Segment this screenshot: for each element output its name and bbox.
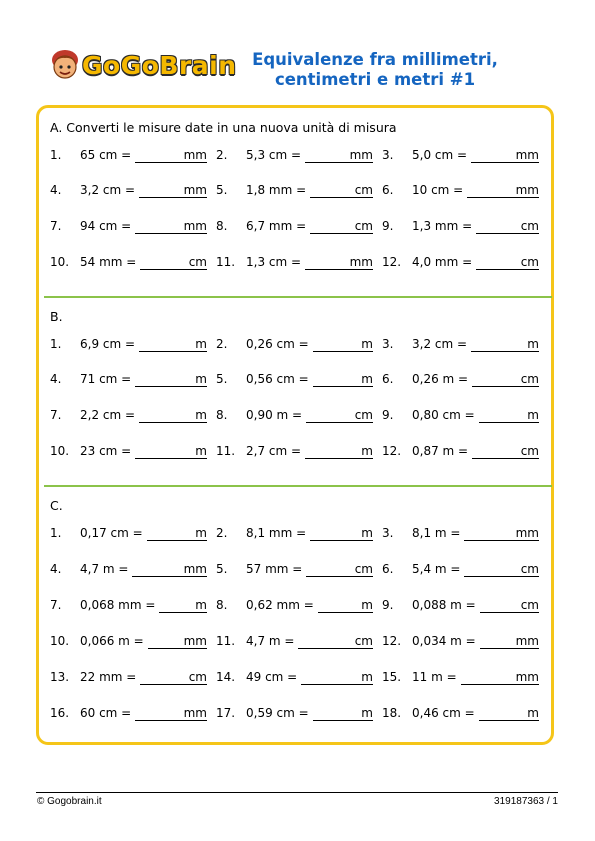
exercise-item [216,598,373,618]
item-expression: 0,034 m = [412,634,476,648]
answer-line[interactable] [298,648,373,649]
answer-line[interactable] [305,269,373,270]
kid-mascot-icon [50,48,80,82]
item-number: 3. [382,337,394,351]
exercise-item [382,634,539,654]
item-expression: 0,56 cm = [246,372,309,386]
item-expression: 1,3 cm = [246,255,302,269]
item-expression: 8,1 m = [412,526,461,540]
item-unit: mm [515,148,539,162]
exercise-item [216,444,373,464]
item-number: 14. [216,670,236,684]
answer-line[interactable] [310,540,373,541]
item-unit: cm [520,598,539,612]
item-unit: cm [188,670,207,684]
answer-line[interactable] [139,197,207,198]
item-expression: 1,8 mm = [246,183,307,197]
item-number: 10. [50,255,70,269]
exercise-item [50,562,207,582]
footer-page-id: 319187363 / 1 [494,796,558,807]
exercise-item [50,372,207,392]
item-unit: m [361,526,373,540]
item-number: 12. [382,444,402,458]
item-unit: m [361,337,373,351]
exercise-item [382,219,539,239]
item-unit: mm [183,219,207,233]
item-expression: 5,4 m = [412,562,461,576]
answer-line[interactable] [148,648,207,649]
item-number: 2. [216,337,228,351]
item-number: 8. [216,408,228,422]
item-number: 5. [216,372,228,386]
item-unit: m [527,706,539,720]
item-expression: 10 cm = [412,183,464,197]
logo-wordmark: GoGoBrain [82,50,237,80]
item-expression: 0,066 m = [80,634,144,648]
item-number: 1. [50,148,62,162]
title-line-2: centimetri e metri #1 [274,70,476,89]
answer-line[interactable] [140,269,207,270]
item-expression: 5,3 cm = [246,148,302,162]
answer-line[interactable] [310,197,373,198]
answer-line[interactable] [140,684,207,685]
exercise-item [50,183,207,203]
item-expression: 8,1 mm = [246,526,307,540]
exercise-item [382,148,539,168]
exercise-item [216,706,373,726]
item-expression: 6,9 cm = [80,337,136,351]
item-expression: 5,0 cm = [412,148,468,162]
item-unit: mm [183,562,207,576]
item-expression: 6,7 mm = [246,219,307,233]
item-expression: 4,7 m = [80,562,129,576]
item-unit: cm [354,183,373,197]
item-unit: mm [349,255,373,269]
footer-divider [36,792,558,793]
exercise-item [216,183,373,203]
item-expression: 65 cm = [80,148,132,162]
item-unit: mm [183,183,207,197]
item-number: 6. [382,562,394,576]
page-title [215,50,535,90]
item-unit: m [361,706,373,720]
item-expression: 23 cm = [80,444,132,458]
item-number: 15. [382,670,402,684]
item-unit: m [361,598,373,612]
item-expression: 57 mm = [246,562,303,576]
answer-line[interactable] [313,386,373,387]
answer-line[interactable] [147,540,207,541]
exercise-item [216,562,373,582]
item-unit: m [361,444,373,458]
item-unit: cm [354,408,373,422]
item-number: 7. [50,598,62,612]
exercise-item [50,255,207,275]
item-expression: 60 cm = [80,706,132,720]
answer-line[interactable] [135,233,207,234]
answer-line[interactable] [471,162,539,163]
answer-line[interactable] [306,576,373,577]
exercise-item [382,526,539,546]
item-unit: m [195,526,207,540]
answer-line[interactable] [132,576,207,577]
answer-line[interactable] [135,458,207,459]
item-number: 9. [382,598,394,612]
answer-line[interactable] [139,351,207,352]
item-number: 4. [50,183,62,197]
exercise-item [50,526,207,546]
section-a-heading: A. Converti le misure date in una nuova unità di misura [50,120,397,135]
answer-line[interactable] [318,612,373,613]
item-expression: 94 cm = [80,219,132,233]
section-b-heading: B. [50,309,63,324]
answer-line[interactable] [480,612,539,613]
answer-line[interactable] [159,612,207,613]
item-number: 5. [216,183,228,197]
item-number: 10. [50,634,70,648]
footer-copyright: © Gogobrain.it [37,796,102,807]
answer-line[interactable] [464,576,539,577]
item-number: 9. [382,408,394,422]
item-unit: m [195,372,207,386]
item-number: 7. [50,219,62,233]
exercise-item [50,408,207,428]
exercise-item [382,562,539,582]
item-unit: cm [354,219,373,233]
item-expression: 22 mm = [80,670,137,684]
item-number: 13. [50,670,70,684]
item-unit: cm [520,255,539,269]
item-number: 4. [50,372,62,386]
item-number: 1. [50,337,62,351]
item-number: 11. [216,444,236,458]
item-number: 10. [50,444,70,458]
item-unit: cm [188,255,207,269]
item-number: 12. [382,634,402,648]
exercise-item [382,444,539,464]
item-expression: 0,17 cm = [80,526,143,540]
answer-line[interactable] [476,233,539,234]
item-unit: m [195,337,207,351]
item-number: 11. [216,634,236,648]
item-unit: cm [520,219,539,233]
item-unit: mm [515,526,539,540]
item-unit: mm [515,183,539,197]
exercise-item [382,255,539,275]
item-expression: 0,80 cm = [412,408,475,422]
exercise-item [50,219,207,239]
item-number: 18. [382,706,402,720]
item-unit: cm [520,444,539,458]
item-expression: 2,2 cm = [80,408,136,422]
item-number: 6. [382,183,394,197]
item-expression: 0,088 m = [412,598,476,612]
item-expression: 0,068 mm = [80,598,156,612]
exercise-item [216,408,373,428]
exercise-item [382,670,539,690]
item-unit: cm [520,372,539,386]
exercise-item [216,372,373,392]
item-number: 5. [216,562,228,576]
item-expression: 0,26 m = [412,372,469,386]
answer-line[interactable] [479,720,539,721]
item-unit: mm [349,148,373,162]
exercise-item [216,255,373,275]
item-expression: 0,90 m = [246,408,303,422]
item-number: 9. [382,219,394,233]
answer-line[interactable] [464,540,539,541]
exercise-item [382,337,539,357]
item-expression: 4,0 mm = [412,255,473,269]
exercise-item [382,372,539,392]
item-expression: 0,26 cm = [246,337,309,351]
exercise-item [50,598,207,618]
exercise-item [216,670,373,690]
item-unit: mm [515,634,539,648]
answer-line[interactable] [310,233,373,234]
item-expression: 71 cm = [80,372,132,386]
item-number: 2. [216,526,228,540]
item-unit: m [527,337,539,351]
title-line-1: Equivalenze fra millimetri, [252,50,498,69]
item-number: 4. [50,562,62,576]
answer-line[interactable] [313,720,373,721]
item-number: 11. [216,255,236,269]
answer-line[interactable] [480,648,539,649]
item-number: 7. [50,408,62,422]
exercise-item [50,634,207,654]
exercise-item [382,183,539,203]
item-unit: mm [515,670,539,684]
item-expression: 3,2 cm = [412,337,468,351]
item-number: 1. [50,526,62,540]
item-unit: mm [183,634,207,648]
answer-line[interactable] [135,386,207,387]
item-unit: m [195,444,207,458]
answer-line[interactable] [476,269,539,270]
item-unit: mm [183,148,207,162]
answer-line[interactable] [135,720,207,721]
item-unit: m [527,408,539,422]
item-expression: 0,46 cm = [412,706,475,720]
item-number: 6. [382,372,394,386]
answer-line[interactable] [313,351,373,352]
item-expression: 1,3 mm = [412,219,473,233]
item-expression: 3,2 cm = [80,183,136,197]
exercise-item [216,634,373,654]
item-number: 12. [382,255,402,269]
item-unit: m [195,408,207,422]
item-unit: m [361,670,373,684]
answer-line[interactable] [305,162,373,163]
answer-line[interactable] [305,458,373,459]
item-number: 2. [216,148,228,162]
item-expression: 11 m = [412,670,457,684]
item-number: 8. [216,598,228,612]
exercise-item [216,148,373,168]
exercise-item [50,670,207,690]
item-unit: m [361,372,373,386]
answer-line[interactable] [135,162,207,163]
item-unit: cm [354,562,373,576]
exercise-item [50,706,207,726]
answer-line[interactable] [471,351,539,352]
exercise-item [216,219,373,239]
section-separator [44,296,552,298]
item-number: 3. [382,526,394,540]
answer-line[interactable] [461,684,539,685]
gogobrain-logo [50,46,237,84]
answer-line[interactable] [306,422,373,423]
exercise-item [50,444,207,464]
item-number: 3. [382,148,394,162]
answer-line[interactable] [479,422,539,423]
item-unit: cm [354,634,373,648]
item-unit: mm [183,706,207,720]
item-expression: 2,7 cm = [246,444,302,458]
item-number: 17. [216,706,236,720]
section-c-heading: C. [50,498,63,513]
item-unit: cm [520,562,539,576]
answer-line[interactable] [472,458,539,459]
item-expression: 0,62 mm = [246,598,314,612]
exercise-item [50,337,207,357]
section-separator [44,485,552,487]
item-number: 16. [50,706,70,720]
answer-line[interactable] [139,422,207,423]
exercise-item [382,408,539,428]
item-expression: 4,7 m = [246,634,295,648]
item-expression: 0,59 cm = [246,706,309,720]
exercise-item [216,337,373,357]
exercise-item [216,526,373,546]
item-expression: 49 cm = [246,670,298,684]
item-expression: 0,87 m = [412,444,469,458]
exercise-item [382,598,539,618]
exercise-item [382,706,539,726]
answer-line[interactable] [301,684,373,685]
answer-line[interactable] [472,386,539,387]
item-number: 8. [216,219,228,233]
answer-line[interactable] [467,197,539,198]
item-expression: 54 mm = [80,255,137,269]
exercise-item [50,148,207,168]
item-unit: m [195,598,207,612]
